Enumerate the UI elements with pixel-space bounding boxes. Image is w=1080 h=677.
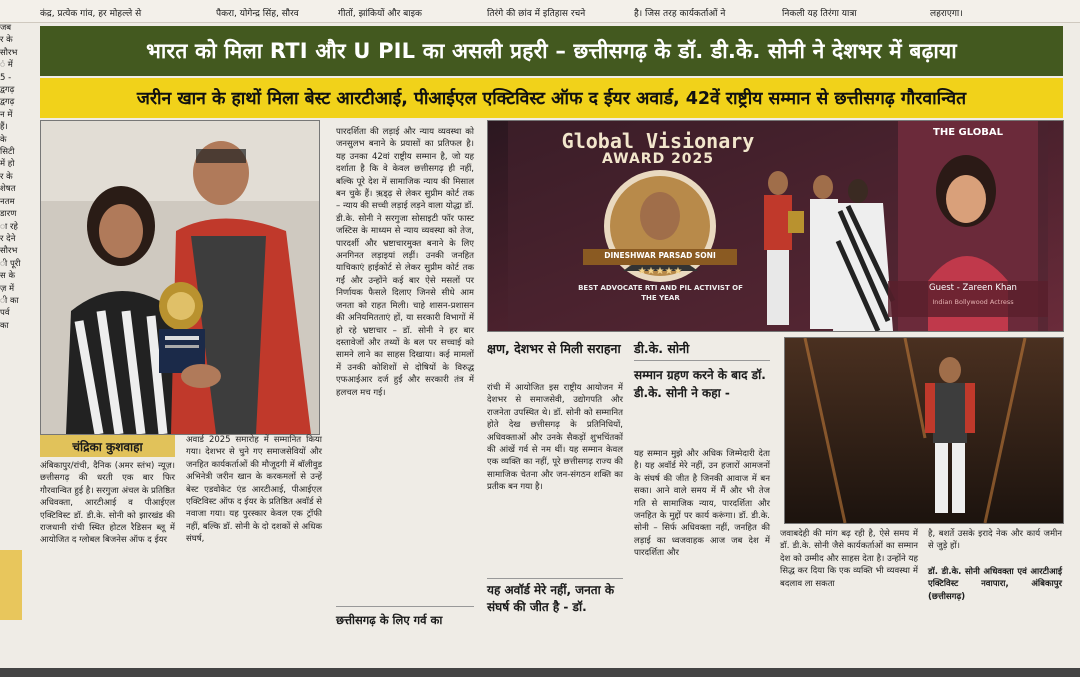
left-fragment: स के [0, 271, 15, 282]
column-divider [336, 606, 474, 607]
article-column-1: अंबिकापुर/रांची, दैनिक (अमर स्तंभ) न्यूज़। छत्तीसगढ़ की धरती एक बार फिर गौरवान्वित हुई है। सरगुजा अंचल के प्रतिष्ठित अधिवक्ता, आरटीआई व पीआईएल एक्टिविस्ट डॉ. डी.के. सोनी को झारखंड की राजधानी रांची स्थित होटल रैडिसन ब्लू में आयोजित द ग्लोबल बिजनेस ऑफ द ईयर [40, 461, 175, 546]
column-divider [487, 578, 623, 579]
award-stage-photo [487, 120, 1064, 332]
previous-article-strip [0, 0, 1080, 23]
left-fragment: हैं। [0, 122, 8, 133]
main-headline: भारत को मिला RTI और U PIL का असली प्रहरी – छत्तीसगढ़ के डॉ. डी.के. सोनी ने देशभर में बढ़ाया [40, 26, 1063, 76]
left-fragment: ं में [0, 60, 13, 71]
left-fragment: द्वगढ़ [0, 85, 15, 96]
award-stars: ★★★★★ [637, 266, 683, 277]
left-fragment: ा रहे [0, 221, 18, 232]
left-fragment: सौरभ [0, 246, 18, 257]
author-signoff: डॉ. डी.के. सोनी अधिवक्ता एवं आरटीआई एक्टिविस्ट नवापारा, अंबिकापुर (छत्तीसगढ़) [928, 567, 1062, 602]
award-subtitle: AWARD 2025 [601, 151, 715, 167]
left-fragment: र के [0, 35, 13, 46]
left-fragment: में हो [0, 159, 15, 170]
award-brand: THE GLOBAL [933, 127, 1003, 138]
award-title: Global Visionary [561, 129, 755, 153]
article-column-3: पारदर्शिता की लड़ाई और न्याय व्यवस्था को जनसुलभ बनाने के प्रयासों का प्रतिफल है। यह उनका 42वां राष्ट्रीय सम्मान है, जो यह दर्शाता है कि वे केवल छत्तीसगढ़ ही नहीं, बल्कि पूरे देश में सामाजिक न्याय की मिसाल बन चुके हैं। ऋ़ड्ढ़ से लेकर सुप्रीम कोर्ट तक – न्याय की सच्ची लड़ाई लड़ने वाला योद्धा डॉ. डी.के. सोनी ने सरगुजा सोसाइटी फॉर फास्ट जस्टिस के माध्यम से न्याय व्यवस्था को तेज, पारदर्शी और भ्रष्टाचारमुक्त बनाने के लिए अनगिनत लड़ाइयां लड़ीं। उनकी जनहित याचिकाएं हाईकोर्ट से लेकर सुप्रीम कोर्ट तक गईं और उन्होंने कई बार ऐसे मसलों पर निर्णायक फैसले दिलाए जिनसे सीधे आम जनता को राहत मिली। चाहे शासन-प्रशासन की अनियमितताएं हों, या सरकारी विभागों में हो रहे भ्रष्टाचार – डॉ. सोनी ने हर बार दस्तावेजों और तथ्यों के बल पर सच्चाई को सामने लाने का साहस दिखाया। कई मामलों में उनकी कोशिशों से दोषियों के विरुद्ध एफआईआर दर्ज हुईं और सरकारी तंत्र में हलचल मच गई। [336, 127, 474, 398]
speaker-photo [784, 337, 1064, 524]
strip-text: निकली यह तिरंगा यात्रा [782, 9, 857, 19]
strip-text: पैकरा, योगेन्द्र सिंह, सौरव [216, 9, 299, 19]
left-fragment: ी पूरी [0, 258, 21, 269]
column-5-name: डी.के. सोनी [634, 341, 690, 356]
article-column-4: रांची में आयोजित इस राष्ट्रीय आयोजन में देशभर से समाजसेवी, उद्योगपति और राजनेता उपस्थित थे। डॉ. सोनी को सम्मानित होते देख छत्तीसगढ़ के प्रतिनिधियों, अधिवक्ताओं और उनके सैकड़ों शुभचिंतकों की आंखें गर्व से नम थीं। यह सम्मान केवल एक व्यक्ति का नहीं, पूरे छत्तीसगढ़ राज्य की सामाजिक चेतना और जन-संगठन शक्ति का प्रतीक बन गया है। [487, 383, 623, 493]
article-column-5: यह सम्मान मुझे और अधिक जिम्मेदारी देता है। यह अवॉर्ड मेरे नहीं, उन हजारों आमजनों के संघर्ष की जीत है जिनकी आवाज में बन सका। आने वाले समय में मैं और भी तेज गति से सामाजिक न्याय, पारदर्शिता और जनहित के मुद्दों पर कार्य करूंगा। डॉ. डी.के. सोनी – सिर्फ अधिवक्ता नहीं, जनहित की लड़ाई का ध्वजवाहक आज जब देश में पारदर्शिता और [634, 449, 770, 559]
article-column-2: अवार्ड 2025 समारोह में सम्मानित किया गया। देशभर से चुने गए समाजसेवियों और जनहित कार्यकर्ताओं की मौजूदगी में बॉलीवुड अभिनेत्री जरीन खान के करकमलों से उन्हें बेस्ट एडवोकेट एंड आरटीआई, पीआईएल एक्टिविस्ट ऑफ द ईयर के प्रतिष्ठित अवॉर्ड से नवाजा गया। यह पुरस्कार केवल एक ट्रॉफी नहीं, बल्कि डॉ. सोनी के दो दशकों से अधिक संघर्ष, [186, 435, 322, 545]
award-photo-trophy [40, 120, 320, 435]
column-divider [634, 360, 770, 361]
column-4-subheading: यह अवॉर्ड मेरे नहीं, जनता के संघर्ष की जीत है - डॉ. [487, 583, 615, 614]
left-fragment: न में [0, 109, 13, 120]
left-cutoff-column [0, 22, 22, 642]
award-name-plate: DINESHWAR PARSAD SONI [604, 251, 716, 260]
column-5-heading: सम्मान ग्रहण करने के बाद डॉ. डी.के. सोनी ने कहा - [634, 368, 766, 400]
column-3-subheading: छत्तीसगढ़ के लिए गर्व का [336, 613, 443, 627]
left-fragment: जब [0, 23, 12, 33]
strip-text: कंद्र, प्रत्येक गांव, हर मोहल्ले से [40, 9, 142, 19]
left-fragment: के [0, 134, 7, 145]
left-fragment: र देने [0, 233, 16, 244]
left-fragment: ी का [0, 295, 19, 306]
strip-text: गीतों, झांकियों और बाइक [338, 9, 422, 19]
award-category: BEST ADVOCATE RTI AND PIL ACTIVIST OF THE YEAR [578, 284, 743, 302]
award-guest-sub: Indian Bollywood Actress [932, 298, 1014, 306]
strip-text: है। जिस तरह कार्यकर्ताओं ने [634, 9, 726, 19]
left-fragment: सौरभ [0, 47, 18, 58]
left-fragment: द्वगढ़ [0, 97, 15, 108]
left-fragment: 5 - [0, 72, 12, 83]
column-4-heading: क्षण, देशभर से मिली सराहना [487, 341, 621, 356]
article-column-7: है, बशर्ते उसके इरादे नेक और कार्य जमीन से जुड़े हों। [928, 529, 1062, 552]
sub-headline: जरीन खान के हाथों मिला बेस्ट आरटीआई, पीआईएल एक्टिविस्ट ऑफ द ईयर अवार्ड, 42वें राष्ट्रीय सम्मान से छत्तीसगढ़ गौरवान्वित [40, 78, 1063, 118]
award-guest: Guest - Zareen Khan [929, 283, 1017, 293]
left-fragment: र के [0, 171, 13, 182]
left-fragment: ज़ में [0, 283, 15, 294]
strip-text: लहराएगा। [930, 9, 963, 19]
left-fragment: का [0, 320, 9, 331]
left-fragment: नतम [0, 196, 15, 207]
left-cutoff-box [0, 550, 22, 620]
left-fragment: शेषत [0, 184, 16, 195]
bottom-edge [0, 668, 1080, 677]
strip-text: तिरंगे की छांव में इतिहास रचने [487, 9, 586, 19]
left-fragment: सिटी [0, 147, 15, 158]
left-fragment: पर्व [0, 308, 10, 319]
left-fragment: डारण [0, 209, 17, 220]
byline: चंद्रिका कुशवाहा [40, 435, 175, 457]
article-column-6: जवाबदेही की मांग बढ़ रही है, ऐसे समय में डॉ. डी.के. सोनी जैसे कार्यकर्ताओं का सम्मान देश को उम्मीद और साहस देता है। उन्होंने यह सिद्ध कर दिया कि एक व्यक्ति भी व्यवस्था में बदलाव ला सकता [780, 529, 918, 589]
